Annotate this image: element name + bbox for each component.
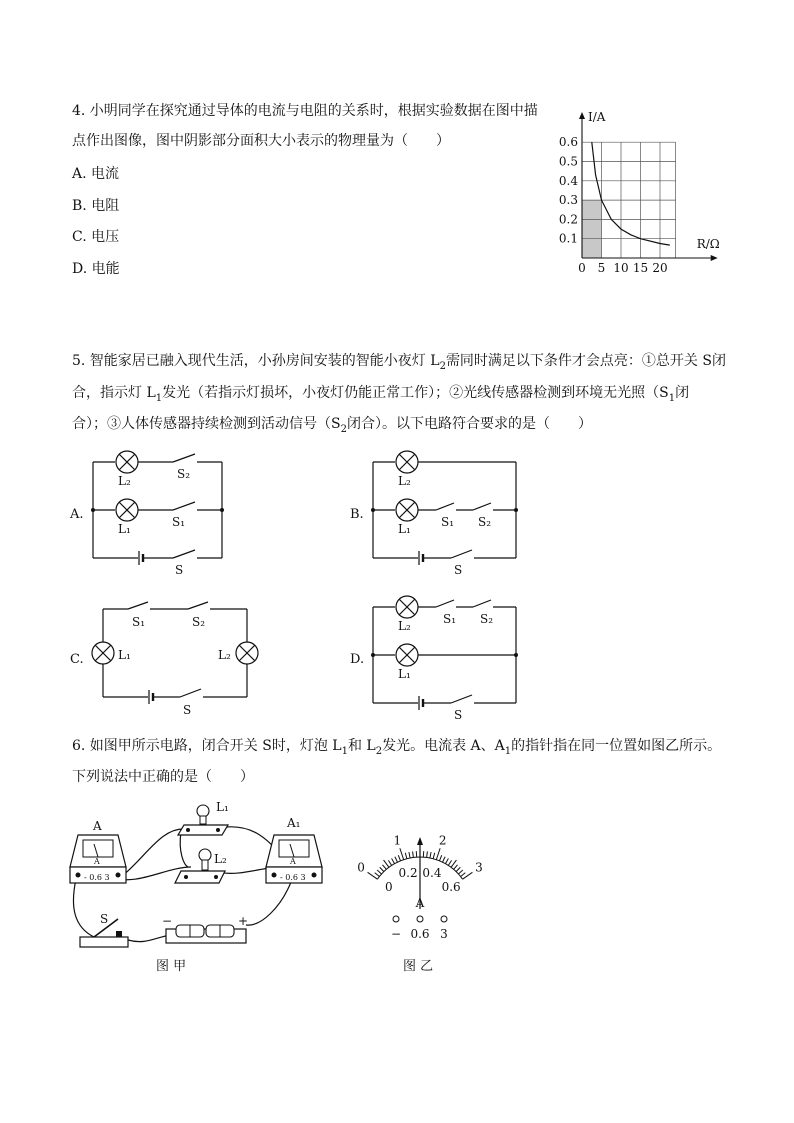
- circuit-c-letter: C.: [70, 652, 84, 667]
- q5-circuit-b: [348, 448, 528, 583]
- switch-icon: [436, 600, 454, 607]
- unit-label: A: [415, 896, 425, 910]
- q4-line2: 点作出图像，图中阴影部分面积大小表示的物理量为（ ）: [72, 133, 450, 149]
- terminal-label: −: [390, 927, 402, 941]
- switch-icon: [173, 550, 195, 558]
- upper-scale-label: 1: [393, 833, 402, 848]
- svg-text:A: A: [93, 819, 102, 833]
- q5-circuit-c: [68, 597, 268, 722]
- svg-text:L₁: L₁: [398, 522, 411, 536]
- scale-tick: [439, 855, 441, 861]
- svg-text:A: A: [94, 857, 100, 866]
- svg-text:S₂: S₂: [478, 515, 492, 529]
- svg-text:L₁: L₁: [118, 522, 131, 536]
- scale-tick: [413, 851, 414, 857]
- svg-text:−: −: [162, 914, 173, 928]
- switch-icon: [451, 550, 472, 558]
- switch-icon: [173, 502, 195, 510]
- x-tick-label: 20: [652, 261, 668, 275]
- circuit-d-letter: D.: [350, 652, 365, 667]
- scale-tick: [382, 865, 386, 870]
- x-axis-arrow: [711, 255, 718, 261]
- circuit-a-letter: A.: [70, 507, 84, 522]
- lamp-icon: [116, 499, 138, 521]
- svg-text:S₁: S₁: [441, 515, 455, 529]
- switch-icon: [188, 602, 208, 609]
- scale-tick: [405, 853, 407, 859]
- y-tick-label: 0.1: [558, 231, 578, 246]
- needle-tip: [417, 837, 423, 845]
- lower-scale-label: 0.4: [422, 865, 442, 880]
- svg-text:L₂: L₂: [398, 474, 411, 488]
- shaded-area: [582, 200, 602, 258]
- upper-scale-label: 3: [475, 860, 483, 875]
- upper-scale-label: 0: [357, 860, 365, 875]
- svg-text:S₂: S₂: [480, 612, 494, 626]
- scale-tick: [448, 860, 451, 865]
- figure-jia-caption: 图 甲: [156, 959, 187, 974]
- battery-holder-icon: [166, 925, 246, 943]
- scale-tick: [436, 848, 440, 859]
- scale-tick: [384, 860, 389, 867]
- svg-text:S₂: S₂: [177, 467, 191, 481]
- scale-tick: [430, 852, 431, 858]
- battery-icon: [419, 551, 423, 565]
- lamp-icon: [396, 499, 418, 521]
- svg-text:A: A: [290, 857, 296, 866]
- x-tick-label: 5: [597, 261, 606, 275]
- scale-tick: [461, 873, 466, 877]
- lamp-icon: [396, 644, 418, 666]
- switch-icon: [473, 503, 491, 510]
- q5-circuit-a: [68, 448, 248, 583]
- q5-line2: 合，指示灯 $L_1$发光（若指示灯损坏，小夜灯仍能正常工作）；②光线传感器检测到环境无光照（$S_1$闭: [72, 385, 690, 404]
- q6-line1: 6. 如图甲所示电路，闭合开关 S时，灯泡 $L_1$和 $L_2$发光。电流表 A、$A_1$的指针指在同一位置如图乙所示。: [72, 738, 722, 757]
- q4-option-a: A. 电流: [72, 166, 120, 182]
- terminal: [441, 916, 447, 922]
- scale-tick: [375, 873, 380, 877]
- scale-tick: [445, 858, 448, 863]
- svg-text:S: S: [183, 703, 192, 717]
- switch-icon: [436, 503, 454, 510]
- svg-text:S₂: S₂: [192, 615, 206, 629]
- scale-tick: [392, 858, 395, 863]
- q4-option-b: B. 电阻: [72, 198, 120, 214]
- scale-tick: [454, 865, 458, 870]
- q6-figure-jia: [66, 797, 336, 977]
- q5-line3: 合）；③人体传感器持续检测到活动信号（$S_2$闭合）。以下电路符合要求的是（ ）: [72, 416, 592, 435]
- switch-icon: [451, 695, 472, 703]
- battery-icon: [139, 551, 143, 565]
- x-axis-label: R/Ω: [696, 237, 720, 251]
- y-tick-label: 0.3: [558, 193, 578, 208]
- lamp-icon: [116, 451, 138, 473]
- y-tick-label: 0.6: [558, 135, 578, 150]
- terminal: [417, 916, 423, 922]
- lamp-icon: [236, 642, 258, 664]
- y-axis-label: I/A: [588, 110, 606, 125]
- scale-tick: [380, 867, 384, 871]
- q4-option-c: C. 电压: [72, 229, 120, 245]
- lower-scale-label: 0.6: [441, 880, 461, 895]
- scale-tick: [456, 867, 460, 871]
- scale-tick: [388, 860, 391, 865]
- svg-text:S: S: [454, 708, 463, 722]
- terminal-label: 0.6: [410, 927, 430, 941]
- svg-text:+: +: [238, 914, 249, 928]
- switch-icon: [173, 454, 195, 462]
- scale-tick: [398, 855, 400, 861]
- lower-scale-label: 0: [385, 880, 393, 895]
- switch-icon: [473, 600, 491, 607]
- svg-text:- 0.6 3: - 0.6 3: [84, 873, 110, 882]
- svg-text:L₁: L₁: [216, 800, 229, 814]
- scale-tick: [458, 870, 462, 874]
- series-line: [592, 142, 670, 245]
- lower-scale-label: 0.2: [398, 865, 418, 880]
- y-tick-label: 0.2: [558, 212, 578, 227]
- x-tick-label: 10: [613, 261, 629, 275]
- circuit-b-letter: B.: [350, 507, 364, 522]
- svg-text:A₁: A₁: [287, 816, 301, 830]
- q4-option-d: D. 电能: [72, 261, 120, 277]
- svg-text:L₂: L₂: [398, 619, 411, 633]
- lamp-icon: [396, 451, 418, 473]
- terminal: [393, 916, 399, 922]
- svg-text:L₂: L₂: [118, 474, 131, 488]
- scale-tick: [443, 857, 446, 862]
- scale-tick: [400, 848, 404, 859]
- svg-text:S₁: S₁: [132, 615, 146, 629]
- scale-tick: [409, 852, 410, 858]
- q6-figure-yi: [338, 797, 508, 977]
- scale-tick: [433, 853, 435, 859]
- battery-icon: [419, 696, 423, 710]
- svg-text:L₂: L₂: [218, 648, 231, 662]
- svg-text:S: S: [175, 563, 184, 577]
- svg-text:S₁: S₁: [443, 612, 457, 626]
- terminal-label: 3: [440, 927, 448, 941]
- y-tick-label: 0.4: [558, 173, 578, 188]
- svg-text:- 0.6 3: - 0.6 3: [280, 873, 306, 882]
- svg-text:L₁: L₁: [118, 648, 131, 662]
- q4-graph: [556, 98, 736, 278]
- scale-tick: [377, 870, 381, 874]
- q4-line1: 4. 小明同学在探究通过导体的电流与电阻的关系时，根据实验数据在图中描: [72, 103, 538, 119]
- q5-circuit-d: [348, 593, 528, 723]
- battery-icon: [149, 690, 153, 704]
- svg-text:S: S: [100, 912, 109, 926]
- scale-tick: [451, 860, 456, 867]
- scale-tick: [395, 857, 398, 862]
- switch-icon: [180, 689, 201, 697]
- lamp-icon: [92, 642, 114, 664]
- q6-line2: 下列说法中正确的是（ ）: [72, 769, 254, 785]
- y-axis-arrow: [579, 112, 585, 119]
- switch-icon: [128, 602, 148, 609]
- scale-tick: [427, 851, 428, 857]
- x-tick-label: 15: [632, 261, 649, 275]
- upper-scale-label: 2: [438, 833, 447, 848]
- y-tick-label: 0.5: [558, 154, 578, 169]
- figure-yi-caption: 图 乙: [403, 959, 434, 974]
- lamp-icon: [396, 596, 418, 618]
- svg-text:L₂: L₂: [214, 852, 227, 866]
- origin-label: 0: [578, 261, 586, 275]
- svg-text:L₁: L₁: [398, 667, 411, 681]
- svg-text:S₁: S₁: [172, 515, 186, 529]
- q5-line1: 5. 智能家居已融入现代生活，小孙房间安装的智能小夜灯 $L_2$需同时满足以下条件才会点亮：①总开关 S闭: [72, 353, 726, 372]
- svg-text:S: S: [454, 563, 463, 577]
